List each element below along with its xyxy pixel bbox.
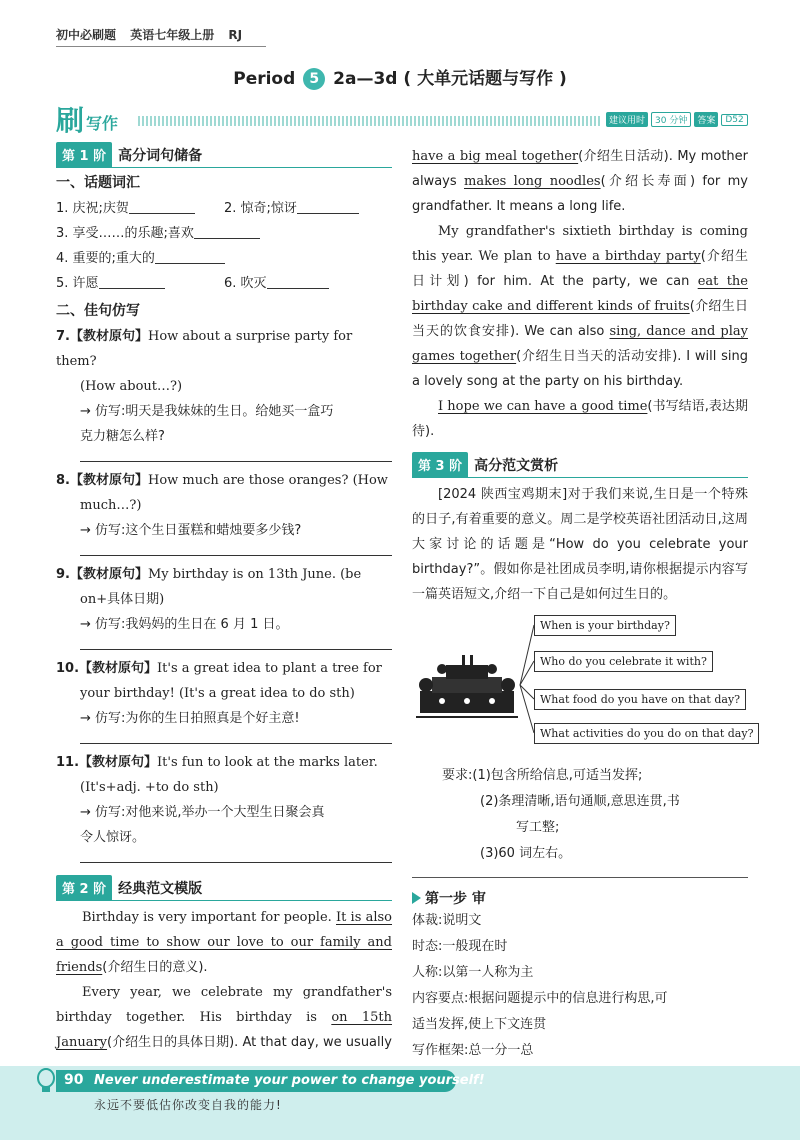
requirements <box>412 763 748 867</box>
vocab-row <box>56 271 392 296</box>
underlined-text: makes long noodles <box>464 174 601 189</box>
text: Birthday is very important for people. <box>82 910 336 925</box>
text: Every year, we celebrate my grandfather's birthday together. His birthday is <box>56 985 392 1025</box>
item-pattern: (How about…?) <box>80 379 183 394</box>
exercise-item <box>56 562 392 587</box>
item-tag: 【教材原句】 <box>79 755 158 770</box>
exercise-item <box>56 656 392 681</box>
note: (介绍生日的具体日期). At that day, we usually <box>107 1035 392 1050</box>
question-box: When is your birthday? <box>534 615 676 636</box>
time-label: 建议用时 <box>606 112 648 127</box>
section-heading <box>56 102 118 136</box>
item-number: 7. <box>56 329 70 344</box>
analysis-line: 内容要点:根据问题提示中的信息进行构思,可 <box>412 991 668 1006</box>
model-paragraph-2a <box>56 980 392 1055</box>
item-pattern: your birthday! (It's a great idea to do sth) <box>80 686 355 701</box>
imitate-title: 二、佳句仿写 <box>56 303 140 319</box>
analysis-line: 体裁:说明文 <box>412 913 482 928</box>
step2-heading <box>56 875 392 901</box>
left-column <box>56 142 392 1055</box>
motto-chinese: 永远不要低估你改变自我的能力! <box>94 1098 282 1112</box>
prompt-text: 对于我们来说,生日是一个特殊的日子,有着重要的意义。周二是学校英语社团活动日,这周大家讨论的话题是“How do you celebrate your birthday?”。假如你是社团成员李明,请你根据提示内容写一篇英语短文,介绍一下自己是如何过生日的。 <box>412 487 748 602</box>
writing-prompt <box>412 482 748 607</box>
req-item: (3)60 词左右。 <box>480 846 572 861</box>
question-box: Who do you celebrate it with? <box>534 651 713 672</box>
item-task: → 仿写:对他来说,举办一个大型生日聚会真 <box>80 805 325 820</box>
underlined-text: It is also a good time to show our love to our family and friends <box>56 910 392 975</box>
step2-title: 经典范文模版 <box>118 880 203 897</box>
divider <box>412 877 748 878</box>
answer-label: 答案 <box>694 112 718 127</box>
step1-heading <box>56 142 392 168</box>
answer-blank[interactable] <box>267 275 329 289</box>
exercise-item <box>56 324 392 374</box>
header-rule <box>56 46 266 47</box>
vocab-item: 2. 惊奇;惊讶 <box>224 201 297 216</box>
analysis-title-text: 第一步 审 <box>425 891 486 907</box>
item-sentence: How about a surprise party for them? <box>56 329 353 369</box>
analysis-line: 时态:一般现在时 <box>412 939 508 954</box>
vocab-item: 1. 庆祝;庆贺 <box>56 201 129 216</box>
item-sentence: It's a great idea to plant a tree for <box>157 661 382 676</box>
step1-tag: 第 1 阶 <box>56 142 112 167</box>
item-number: 11. <box>56 755 80 770</box>
item-sentence: My birthday is on 13th June. (be <box>148 567 362 582</box>
req-label: 要求: <box>442 768 473 783</box>
item-pattern: much…?) <box>80 498 142 513</box>
section-big-char: 刷 <box>56 104 85 137</box>
item-task-cont: 克力糖怎么样? <box>80 429 165 444</box>
prompt-source: [2024 陕西宝鸡期末] <box>438 487 568 502</box>
model-paragraph-2b <box>412 144 748 219</box>
req-item: (2)条理清晰,语句通顺,意思连贯,书 <box>480 794 680 809</box>
vocab-item: 6. 吹灭 <box>224 276 267 291</box>
item-sentence: How much are those oranges? (How <box>148 473 388 488</box>
analysis-list <box>412 908 748 1064</box>
note: (书写结语,表达期待). <box>412 399 748 439</box>
question-box: What activities do you do on that day? <box>534 723 759 744</box>
step3-tag: 第 3 阶 <box>412 452 468 477</box>
analysis-line: 写作框架:总一分一总 <box>412 1043 534 1058</box>
text: My grandfather's sixtieth birthday is coming this year. We plan to <box>412 224 748 264</box>
vocab-item: 4. 重要的;重大的 <box>56 251 155 266</box>
item-number: 8. <box>56 473 70 488</box>
item-tag: 【教材原句】 <box>69 473 148 488</box>
answer-line[interactable] <box>80 461 392 462</box>
item-sentence: It's fun to look at the marks later. <box>157 755 378 770</box>
vocab-row <box>56 246 392 271</box>
exercise-item <box>56 468 392 493</box>
note: (介绍生日活动). My mother always <box>412 149 749 189</box>
motto-english: Never underestimate your power to change yourself! <box>94 1073 485 1088</box>
vocab-title: 一、话题词汇 <box>56 175 140 191</box>
model-paragraph-4 <box>412 394 748 444</box>
req-item: (1)包含所给信息,可适当发挥; <box>472 768 643 783</box>
answer-line[interactable] <box>80 555 392 556</box>
period-prefix: Period <box>233 69 296 89</box>
item-pattern: (It's+adj. +to do sth) <box>80 780 219 795</box>
note: (介绍生日当天的活动安排). I will sing a lovely song at the party on his birthday. <box>412 349 748 389</box>
vocab-item: 5. 许愿 <box>56 276 99 291</box>
period-range: 2a—3d <box>333 69 398 89</box>
analysis-title <box>412 888 748 908</box>
page-number: 90 <box>64 1072 84 1088</box>
vocab-row <box>56 221 392 246</box>
step3-heading <box>412 452 748 478</box>
series-name: 初中必刷题 <box>56 28 117 42</box>
step2-tag: 第 2 阶 <box>56 875 112 900</box>
time-info <box>606 112 748 127</box>
underlined-text: have a big meal together <box>412 149 579 164</box>
item-task: → 仿写:明天是我妹妹的生日。给她买一盒巧 <box>80 404 334 419</box>
question-diagram <box>412 615 754 755</box>
answer-blank[interactable] <box>129 200 195 214</box>
period-title <box>0 64 800 90</box>
decorative-stripe <box>138 116 600 126</box>
step3-title: 高分范文赏析 <box>474 457 559 474</box>
model-paragraph-3 <box>412 219 748 394</box>
underlined-text: eat the birthday cake and different kinds of fruits <box>412 274 749 314</box>
question-box: What food do you have on that day? <box>534 689 746 710</box>
answer-blank[interactable] <box>99 275 165 289</box>
model-paragraph-1 <box>56 905 392 980</box>
item-number: 10. <box>56 661 80 676</box>
step1-title: 高分词句储备 <box>118 147 203 164</box>
answer-page: D52 <box>721 114 747 126</box>
item-task: → 仿写:这个生日蛋糕和蜡烛要多少钱? <box>80 523 302 538</box>
item-tag: 【教材原句】 <box>79 661 158 676</box>
underlined-text: sing, dance and play games together <box>412 324 748 364</box>
item-tag: 【教材原句】 <box>69 329 148 344</box>
note: (介绍长寿面) for my grandfather. It means a long life. <box>412 174 748 214</box>
lightbulb-icon <box>36 1068 56 1094</box>
play-icon <box>412 892 421 904</box>
book-name: 英语七年级上册 <box>130 28 215 42</box>
right-column <box>412 144 754 1064</box>
answer-line[interactable] <box>80 862 392 863</box>
item-pattern: on+具体日期) <box>80 592 165 607</box>
item-tag: 【教材原句】 <box>69 567 148 582</box>
answer-line[interactable] <box>80 743 392 744</box>
time-value: 30 分钟 <box>651 112 691 127</box>
underlined-text: have a birthday party <box>555 249 701 264</box>
running-header <box>56 26 252 43</box>
answer-blank[interactable] <box>155 250 225 264</box>
analysis-line: 适当发挥,使上下文连贯 <box>412 1017 547 1032</box>
req-item: 写工整; <box>516 820 560 835</box>
item-task: → 仿写:为你的生日拍照真是个好主意! <box>80 711 300 726</box>
underlined-text: on 15th January <box>56 1010 392 1050</box>
exercise-item <box>56 750 392 775</box>
analysis-line: 人称:以第一人称为主 <box>412 965 534 980</box>
underlined-text: I hope we can have a good time <box>438 399 648 414</box>
period-topic: ( 大单元话题与写作 ) <box>403 69 567 89</box>
vocab-item: 3. 享受……的乐趣;喜欢 <box>56 226 194 241</box>
answer-blank[interactable] <box>194 225 260 239</box>
period-number: 5 <box>303 68 325 90</box>
note: (介绍生日当天的饮食安排). We can also <box>412 299 748 339</box>
answer-line[interactable] <box>80 649 392 650</box>
edition: RJ <box>228 28 243 42</box>
item-task-cont: 令人惊讶。 <box>80 830 146 845</box>
note: (介绍生日的意义). <box>102 960 208 975</box>
item-task: → 仿写:我妈妈的生日在 6 月 1 日。 <box>80 617 289 632</box>
vocab-row <box>56 196 392 221</box>
answer-blank[interactable] <box>297 200 359 214</box>
item-number: 9. <box>56 567 70 582</box>
note: (介绍生日计划) for him. At the party, we can <box>412 249 748 289</box>
section-name: 写作 <box>86 114 119 133</box>
